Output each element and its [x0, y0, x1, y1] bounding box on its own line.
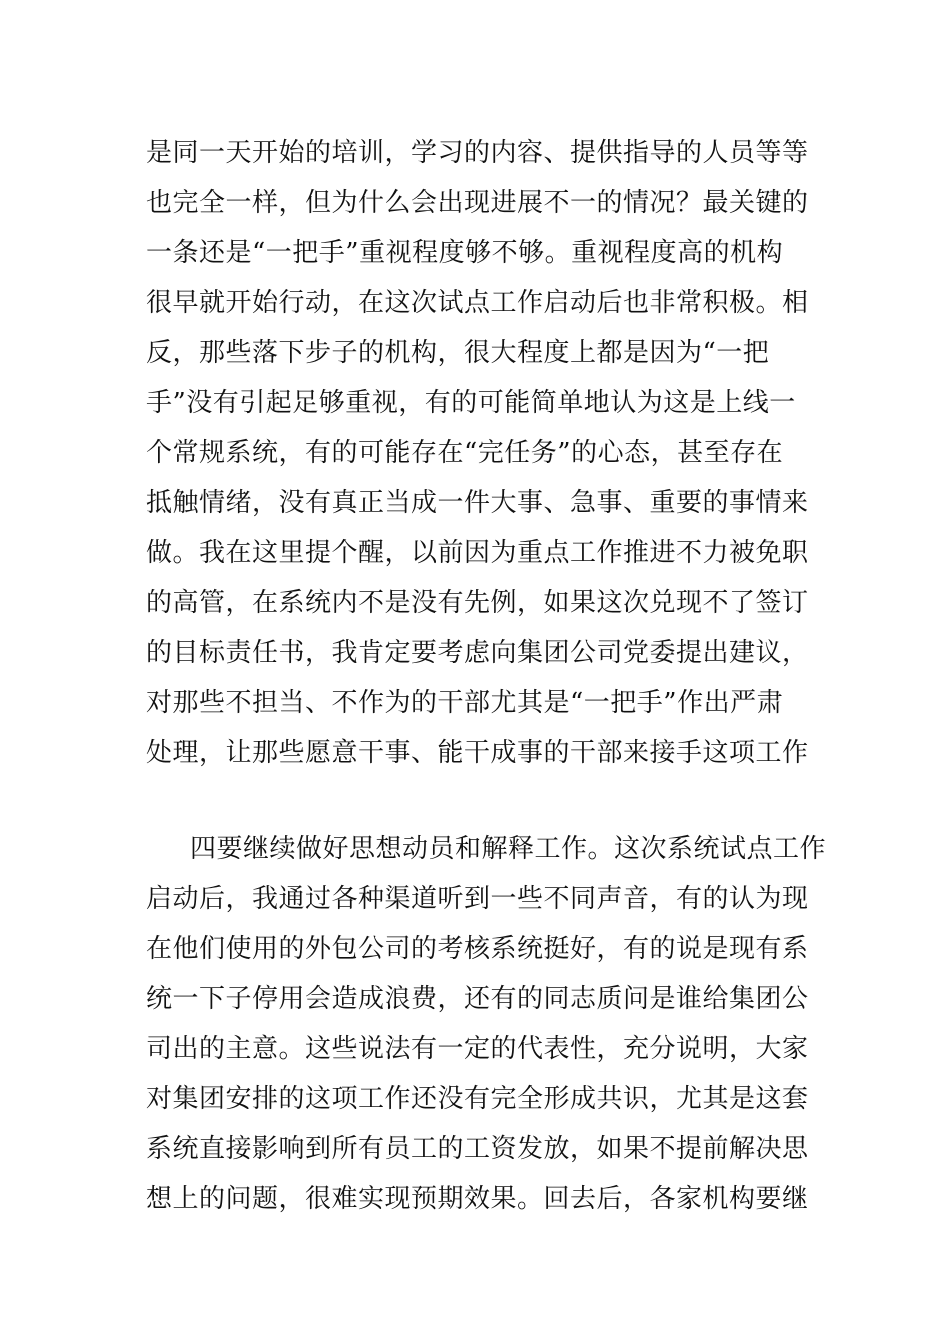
- paragraph-line: 司出的主意。这些说法有一定的代表性，充分说明，大家: [146, 1034, 809, 1064]
- paragraph-line: 抵触情绪，没有真正当成一件大事、急事、重要的事情来: [146, 488, 809, 518]
- paragraph-line: 的高管，在系统内不是没有先例，如果这次兑现不了签订: [146, 588, 809, 618]
- paragraph-line: 在他们使用的外包公司的考核系统挺好，有的说是现有系: [146, 934, 809, 964]
- paragraph-line: 系统直接影响到所有员工的工资发放，如果不提前解决思: [146, 1134, 809, 1164]
- paragraph-line: 做。我在这里提个醒，以前因为重点工作推进不力被免职: [146, 538, 809, 568]
- paragraph-line: 统一下子停用会造成浪费，还有的同志质问是谁给集团公: [146, 984, 809, 1014]
- paragraph-line: 想上的问题，很难实现预期效果。回去后，各家机构要继: [146, 1184, 809, 1214]
- paragraph-line: 对那些不担当、不作为的干部尤其是“一把手”作出严肃: [146, 688, 784, 718]
- paragraph-line: 手”没有引起足够重视，有的可能简单地认为这是上线一: [146, 388, 796, 418]
- paragraph-line: 启动后，我通过各种渠道听到一些不同声音，有的认为现: [146, 884, 809, 914]
- paragraph-line: 是同一天开始的培训，学习的内容、提供指导的人员等等: [146, 138, 809, 168]
- paragraph-line: 对集团安排的这项工作还没有完全形成共识，尤其是这套: [146, 1084, 809, 1114]
- paragraph-line: 反，那些落下步子的机构，很大程度上都是因为“一把: [146, 338, 770, 368]
- paragraph-line: 很早就开始行动，在这次试点工作启动后也非常积极。相: [146, 288, 809, 318]
- paragraph-line: 也完全一样，但为什么会出现进展不一的情况？最关键的: [146, 188, 809, 218]
- paragraph-line: 处理，让那些愿意干事、能干成事的干部来接手这项工作: [146, 738, 809, 768]
- paragraph-line: 个常规系统，有的可能存在“完任务”的心态，甚至存在: [146, 438, 784, 468]
- paragraph-line: 的目标责任书，我肯定要考虑向集团公司党委提出建议，: [146, 638, 809, 668]
- paragraph-line: 四要继续做好思想动员和解释工作。这次系统试点工作: [190, 834, 827, 864]
- paragraph-line: 一条还是“一把手”重视程度够不够。重视程度高的机构: [146, 238, 784, 268]
